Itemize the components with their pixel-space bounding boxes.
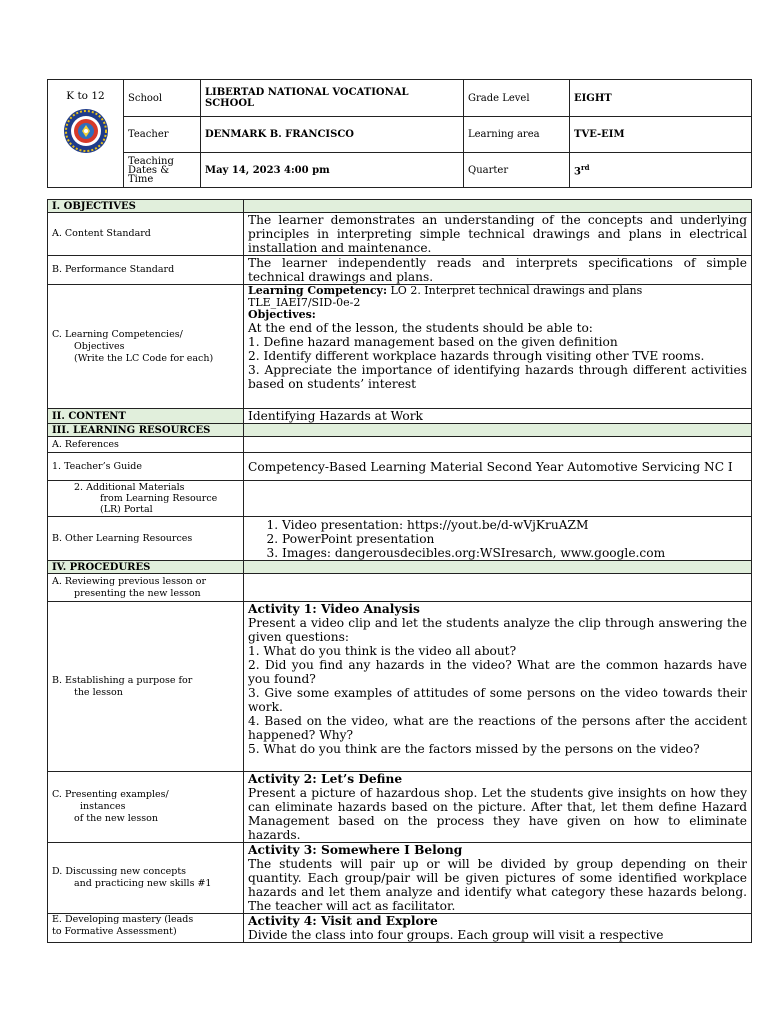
teacher-label: Teacher — [124, 117, 201, 153]
teacher-value: DENMARK B. FRANCISCO — [201, 117, 464, 153]
activity-1-question-5: 5. What do you think are the factors missed by the persons on the video? — [248, 742, 700, 756]
lc-label-line3: (Write the LC Code for each) — [74, 352, 214, 364]
teaching-dates-label — [124, 153, 201, 188]
teachers-guide-text: Competency-Based Learning Material Second Year Automotive Servicing NC I — [244, 453, 752, 481]
activity-1-question-4: 4. Based on the video, what are the reactions of the persons after the accident happened? Why? — [248, 714, 747, 742]
activity-4-text: Divide the class into four groups. Each group will visit a respective — [248, 928, 664, 942]
learning-competencies-text — [244, 285, 752, 409]
procedure-c-label-line2: instances — [80, 801, 126, 812]
performance-standard-label: B. Performance Standard — [48, 256, 244, 285]
teaching-dates-label-line1: Teaching — [128, 155, 174, 167]
activity-1-question-2: 2. Did you find any hazards in the video? What are the common hazards have you found? — [248, 658, 747, 686]
lc-intro: At the end of the lesson, the students should be able to: — [248, 321, 593, 335]
activity-3-text: The students will pair up or will be divided by group depending on their quantity. Each group/pair will be given pictures of some identified workplace hazards and let them analyze and identify what category these hazards belong. The teacher will act as facilitator. — [248, 857, 747, 913]
additional-materials-label — [48, 481, 244, 517]
additional-materials-line1: 2. Additional Materials — [74, 482, 185, 493]
other-resource-item: 1. Video presentation: https://yout.be/d-wVjKruAZM — [282, 518, 747, 532]
activity-4-title: Activity 4: Visit and Explore — [248, 914, 438, 928]
learning-area-value: TVE-EIM — [570, 117, 752, 153]
k-to-12-label: K to 12 — [66, 90, 105, 102]
other-resources-list — [244, 517, 752, 561]
content-header: II. CONTENT — [48, 409, 244, 424]
school-label: School — [124, 80, 201, 117]
teachers-guide-label: 1. Teacher’s Guide — [48, 453, 244, 481]
lesson-plan-table — [47, 199, 752, 943]
content-standard-text: The learner demonstrates an understanding of the concepts and underlying principles in interpreting simple technical drawings and plans in electrical installation and maintenance. — [244, 213, 752, 256]
activity-2-text: Present a picture of hazardous shop. Let the students give insights on how they can eliminate hazards based on the picture. After that, let them define Hazard Management based on the process they have given on how to eliminate hazards. — [248, 786, 747, 842]
procedure-e-label-line1: E. Developing mastery (leads — [52, 914, 194, 925]
content-standard-label: A. Content Standard — [48, 213, 244, 256]
logo-cell — [48, 80, 124, 188]
procedure-b-label-line1: B. Establishing a purpose for — [52, 674, 193, 686]
procedure-b-label-line2: the lesson — [74, 686, 123, 698]
procedures-header: IV. PROCEDURES — [48, 561, 244, 574]
lc-competency-heading: Learning Competency: — [248, 284, 387, 297]
procedure-c-text — [244, 772, 752, 843]
procedure-c-label — [48, 772, 244, 843]
lc-competency-text: LO 2. Interpret technical drawings and plans — [387, 284, 643, 297]
activity-3-title: Activity 3: Somewhere I Belong — [248, 843, 463, 857]
procedure-b-text — [244, 602, 752, 772]
lc-code: TLE_IAEI7/SID-0e-2 — [248, 296, 361, 309]
other-resource-item: 2. PowerPoint presentation — [282, 532, 747, 546]
lc-objectives-heading: Objectives: — [248, 308, 316, 321]
activity-1-question-3: 3. Give some examples of attitudes of some persons on the video towards their work. — [248, 686, 747, 714]
procedure-d-label-line1: D. Discussing new concepts — [52, 866, 187, 877]
activity-1-question-1: 1. What do you think is the video all about? — [248, 644, 517, 658]
school-value: LIBERTAD NATIONAL VOCATIONAL SCHOOL — [201, 80, 464, 117]
quarter-suffix: rd — [580, 162, 590, 172]
header-table — [47, 79, 752, 188]
lc-objective-2: 2. Identify different workplace hazards through visiting other TVE rooms. — [248, 349, 705, 363]
procedure-d-label-line2: and practicing new skills #1 — [74, 878, 212, 889]
content-text: Identifying Hazards at Work — [244, 409, 752, 424]
procedure-d-label — [48, 843, 244, 914]
procedure-c-label-line3: of the new lesson — [74, 813, 158, 824]
other-resources-label: B. Other Learning Resources — [48, 517, 244, 561]
references-label: A. References — [48, 437, 244, 453]
references-empty — [244, 437, 752, 453]
procedure-a-empty — [244, 574, 752, 602]
lc-objective-1: 1. Define hazard management based on the given definition — [248, 335, 618, 349]
procedure-a-label-line2: presenting the new lesson — [74, 587, 201, 599]
procedure-e-text — [244, 914, 752, 943]
other-resource-item: 3. Images: dangerousdecibles.org:WSIresarch, www.google.com — [282, 546, 747, 560]
additional-materials-line3: (LR) Portal — [100, 504, 153, 515]
teaching-dates-value: May 14, 2023 4:00 pm — [201, 153, 464, 188]
quarter-label: Quarter — [464, 153, 570, 188]
procedures-header-fill — [244, 561, 752, 574]
school-seal-icon — [63, 108, 109, 154]
procedure-d-text — [244, 843, 752, 914]
grade-level-value: EIGHT — [570, 80, 752, 117]
objectives-header: I. OBJECTIVES — [48, 200, 244, 213]
activity-2-title: Activity 2: Let’s Define — [248, 772, 403, 786]
teaching-dates-label-line2: Dates & Time — [128, 164, 170, 185]
quarter-value — [570, 153, 752, 188]
procedure-e-label — [48, 914, 244, 943]
lc-label-line1: C. Learning Competencies/ — [52, 328, 183, 340]
additional-materials-line2: from Learning Resource — [100, 493, 218, 504]
lc-objective-3: 3. Appreciate the importance of identifying hazards through different activities based on students’ interest — [248, 363, 747, 391]
procedure-b-label — [48, 602, 244, 772]
performance-standard-text: The learner independently reads and interprets specifications of simple technical drawings and plans. — [244, 256, 752, 285]
grade-level-label: Grade Level — [464, 80, 570, 117]
objectives-header-fill — [244, 200, 752, 213]
learning-competencies-label — [48, 285, 244, 409]
learning-resources-header: III. LEARNING RESOURCES — [48, 424, 244, 437]
learning-resources-header-fill — [244, 424, 752, 437]
lc-label-line2: Objectives — [74, 340, 125, 352]
procedure-c-label-line1: C. Presenting examples/ — [52, 789, 169, 800]
procedure-e-label-line2: to Formative Assessment) — [52, 926, 177, 937]
additional-materials-empty — [244, 481, 752, 517]
quarter-number: 3 — [574, 166, 581, 178]
activity-1-title: Activity 1: Video Analysis — [248, 602, 420, 616]
learning-area-label: Learning area — [464, 117, 570, 153]
activity-1-intro: Present a video clip and let the students analyze the clip through answering the given questions: — [248, 616, 747, 644]
procedure-a-label-line1: A. Reviewing previous lesson or — [52, 575, 207, 587]
procedure-a-label — [48, 574, 244, 602]
